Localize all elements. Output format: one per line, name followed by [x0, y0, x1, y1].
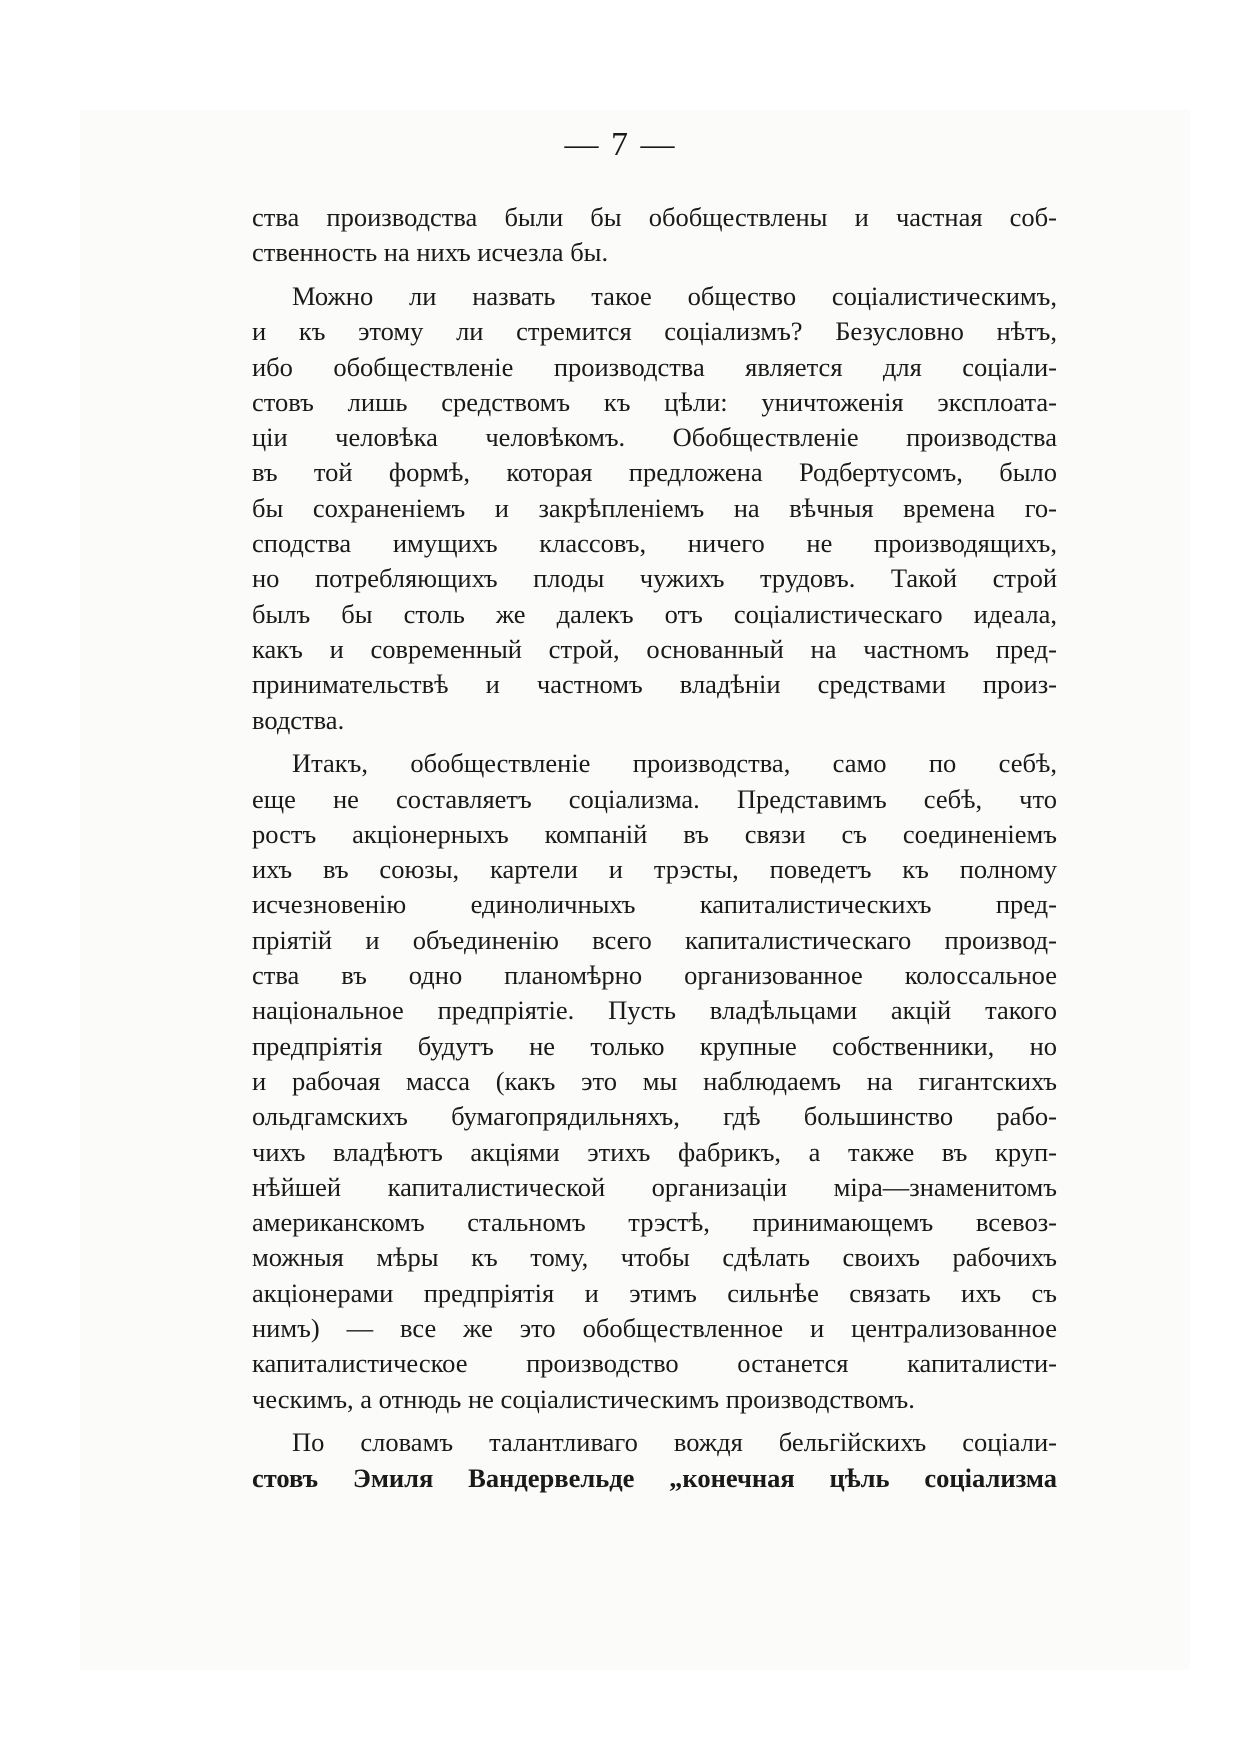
text-line: американскомъ стальномъ трэстѣ, принимающемъ всевоз- — [252, 1207, 1057, 1238]
text-line: водства. — [252, 704, 345, 735]
text-line: исчезновенію единоличныхъ капиталистическихъ пред- — [252, 889, 1057, 920]
text-line: нѣйшей капиталистической организаціи міра—знаменитомъ — [252, 1171, 1057, 1202]
text-line: ства производства были бы обобществлены и частная соб- — [252, 202, 1057, 232]
text-line: и къ этому ли стремится соціализмъ? Безусловно нѣтъ, — [252, 316, 1057, 347]
text-line: ибо обобществленіе производства является для соціали- — [252, 351, 1057, 382]
text-line: какъ и современный строй, основанный на частномъ пред- — [252, 633, 1057, 664]
paragraph-4 — [252, 1425, 1057, 1496]
text-line: ства въ одно планомѣрно организованное колоссальное — [252, 960, 1057, 991]
text-line: ственность на нихъ исчезла бы. — [252, 237, 609, 268]
text-line: капиталистическое производство останется капиталисти- — [252, 1348, 1057, 1379]
text-line: ціи человѣка человѣкомъ. Обобществленіе производства — [252, 422, 1057, 453]
text-line: акціонерами предпріятія и этимъ сильнѣе связать ихъ съ — [252, 1277, 1057, 1308]
body-text — [252, 200, 1057, 1504]
text-line: въ той формѣ, которая предложена Родбертусомъ, было — [252, 457, 1057, 488]
text-line: ольдгамскихъ бумагопрядильняхъ, гдѣ большинство рабо- — [252, 1101, 1057, 1132]
text-line: принимательствѣ и частномъ владѣніи средствами произ- — [252, 669, 1057, 700]
text-line: По словамъ талантливаго вождя бельгійскихъ соціали- — [292, 1427, 1057, 1458]
text-line: ческимъ, а отнюдь не соціалистическимъ производствомъ. — [252, 1383, 915, 1414]
text-line: стовъ Эмиля Вандервельде „конечная цѣль соціализма — [252, 1462, 1057, 1493]
text-line: сподства имущихъ классовъ, ничего не производящихъ, — [252, 528, 1057, 559]
text-line: ихъ въ союзы, картели и трэсты, поведетъ къ полному — [252, 854, 1057, 885]
paragraph-2 — [252, 279, 1057, 738]
text-line: бы сохраненіемъ и закрѣпленіемъ на вѣчныя времена го- — [252, 492, 1057, 523]
text-line: ростъ акціонерныхъ компаній въ связи съ соединеніемъ — [252, 818, 1057, 849]
text-line: предпріятія будутъ не только крупные собственники, но — [252, 1030, 1057, 1061]
text-line: и рабочая масса (какъ это мы наблюдаемъ на гигантскихъ — [252, 1065, 1057, 1096]
text-line: но потребляющихъ плоды чужихъ трудовъ. Такой строй — [252, 563, 1057, 594]
text-line: чихъ владѣютъ акціями этихъ фабрикъ, а также въ круп- — [252, 1136, 1057, 1167]
text-line: нимъ) — все же это обобществленное и централизованное — [252, 1312, 1057, 1343]
text-line: пріятій и объединенію всего капиталистическаго производ- — [252, 924, 1057, 955]
text-line: стовъ лишь средствомъ къ цѣли: уничтоженія эксплоата- — [252, 386, 1057, 417]
paragraph-1 — [252, 200, 1057, 271]
text-line: національное предпріятіе. Пусть владѣльцами акцій такого — [252, 995, 1057, 1026]
text-line: Итакъ, обобществленіе производства, само по себѣ, — [292, 748, 1057, 779]
text-line: можныя мѣры къ тому, чтобы сдѣлать своихъ рабочихъ — [252, 1242, 1057, 1273]
text-line: еще не составляетъ соціализма. Представимъ себѣ, что — [252, 783, 1057, 814]
text-line: былъ бы столь же далекъ отъ соціалистическаго идеала, — [252, 598, 1057, 629]
page-number: — 7 — — [564, 126, 677, 163]
paragraph-3 — [252, 746, 1057, 1417]
text-line: Можно ли назвать такое общество соціалистическимъ, — [292, 280, 1057, 311]
